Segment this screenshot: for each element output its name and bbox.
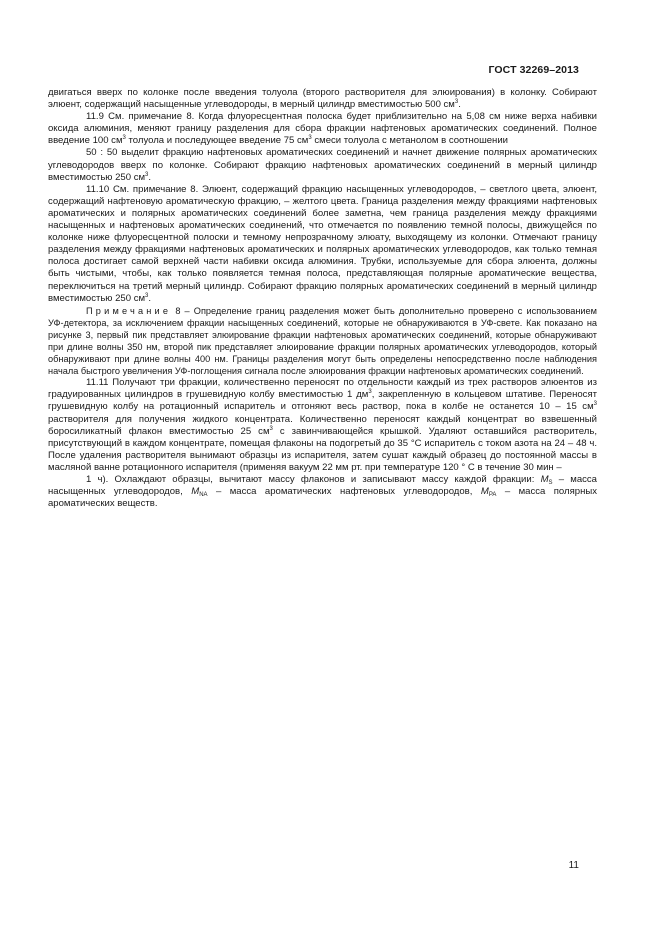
standard-header: ГОСТ 32269–2013 xyxy=(488,64,579,76)
paragraph-masses: 1 ч). Охлаждают образцы, вычитают массу флаконов и записывают массу каждой фракции: $M_S$ – масса насыщенных углеводородов, $M_{NA}$ – масса ароматических нафтеновых углеводородов, $M_{PA}$ – масса полярных ароматических веществ. xyxy=(48,474,597,510)
paragraph-continuation: двигаться вверх по колонке после введения толуола (второго растворителя для элюирования) в колонку. Собирают элюент, содержащий насыщенные углеводороды, в мерный цилиндр вместимостью 500 $см^3$. xyxy=(48,87,597,111)
paragraph-11-10: 11.10 См. примечание 8. Элюент, содержащий фракцию насыщенных углеводородов, – светлого цвета, элюент, содержащий нафтеновую ароматическую фракцию, – желтого цвета. Граница разделения между фракциями нафтеновых ароматических и полярных ароматических соединений более заметна, чем граница разделения между фракциями насыщенных и нафтеновых ароматических соединений, что отмечается по появлению темной полосы, движущейся по колонке ниже флуоресцентной полоски и темному непрозрачному элюату, выходящему из колонки. Отмечают границу разделения между фракциями нафтеновых ароматических и полярных ароматических углеводородов, как только темная полоса достигает самой верхней части набивки оксида алюминия. Трубки, используемые для сбора элюента, должны быть чистыми, чтобы, как только появляется темная полоса, представляющая полярные ароматические вещества, переключиться на третий мерный цилиндр. Собирают фракцию полярных ароматических соединений в мерный цилиндр вместимостью 250 $см^3$. xyxy=(48,183,597,304)
page-number: 11 xyxy=(568,860,579,871)
note-label: Примечание xyxy=(86,305,172,316)
paragraph-11-9: 11.9 См. примечание 8. Когда флуоресцентная полоска будет приблизительно на 5,08 см ниже верха набивки оксида алюминия, меняют границу разделения для сбора фракции нафтеновых ароматических соединений. Полное введение 100 $см^3$ толуола и последующее введение 75 $см^3$ смеси толуола с метанолом в соотношении xyxy=(48,111,597,147)
document-body xyxy=(48,87,597,510)
paragraph-ratio: 50 : 50 выделит фракцию нафтеновых ароматических соединений и начнет движение полярных ароматических углеводородов вверх по колонке. Собирают фракцию нафтеновых ароматических соединений в мерный цилиндр вместимостью 250 $см^3$. xyxy=(48,147,597,183)
paragraph-11-11: 11.11 Получают три фракции, количественно переносят по отдельности каждый из трех растворов элюентов из градуированных цилиндров в грушевидную колбу вместимостью 1 $дм^3$, закрепленную в кольцевом штативе. Переносят грушевидную колбу на ротационный испаритель и отгоняют весь раствор, пока в колбе не останется 10 – 15 $см^3$ растворителя для получения жидкого концентрата. Количественно переносят каждый концентрат во взвешенный боросиликатный флакон вместимостью 25 $см^3$ с завинчивающейся крышкой. Удаляют оставшийся растворитель, присутствующий в каждом концентрате, помещая флаконы на подогретый до 35 °С испаритель с током азота на 24 – 48 ч. После удаления растворителя вынимают образцы из испарителя, затем сушат каждый образец до постоянной массы в масляной ванне ротационного испарителя (применяя вакуум 22 мм рт. при температуре 120 ° С в течение 30 мин – xyxy=(48,377,597,473)
note-8: Примечание 8 – Определение границ разделения может быть дополнительно проверено с использованием УФ-детектора, за исключением фракции насыщенных соединений, которые не обнаруживаются в УФ-свете. Как показано на рисунке 3, первый пик представляет элюирование фракции нафтеновых ароматических соединений, которые обнаруживают при длине волны 350 нм, второй пик представляет элюирование фракции полярных ароматических углеводородов, который обнаруживают при длине волны 400 нм. Границы разделения могут быть определены непосредственно после наблюдения начала быстрого увеличения УФ-поглощения сигнала после элюирования фракции нафтеновых ароматических соединений. xyxy=(48,305,597,377)
